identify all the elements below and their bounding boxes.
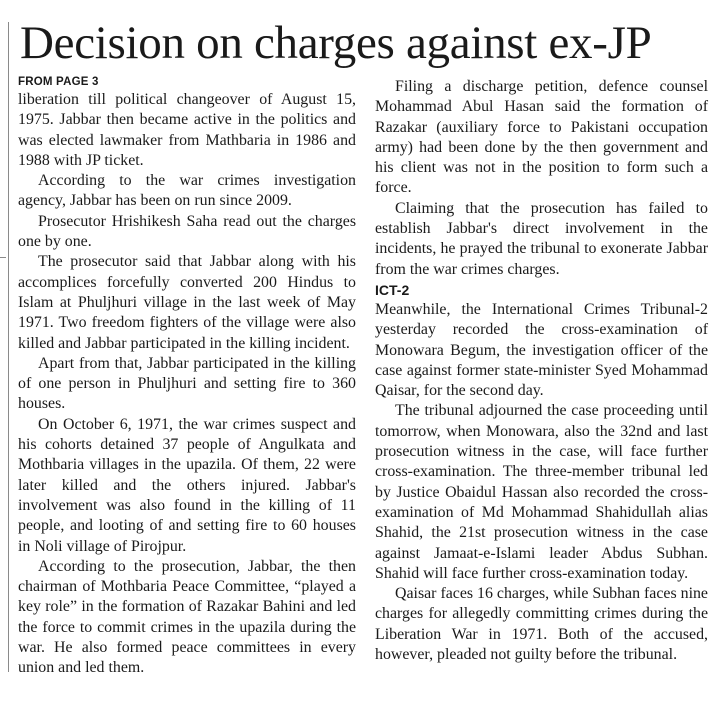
left-rule-tick	[0, 257, 6, 258]
section-subhead: ICT-2	[375, 281, 410, 298]
paragraph: Prosecutor Hrishikesh Saha read out the charges one by one.	[18, 212, 356, 251]
paragraph: According to the war crimes investigation agency, Jabbar has been on run since 2009.	[18, 172, 356, 210]
paragraph: Claiming that the prosecution has failed to establish Jabbar's direct involvement in the incidents, he prayed the tribunal to exonerate Jabbar from the war crimes charges.	[375, 199, 708, 278]
paragraph: liberation till political changeover of August 15, 1975. Jabbar then became active in the politics and was elected lawmaker from Mathbaria in 1986 and 1988 with JP ticket.	[18, 91, 356, 169]
left-column	[18, 75, 356, 679]
left-column-rule	[8, 22, 9, 672]
paragraph: On October 6, 1971, the war crimes suspect and his cohorts detained 37 people of Angulkata and Mothbaria villages in the upazila. Of them, 22 were later killed and the others injured. Jabbar's involvement was also found in the killing of 11 people, and looting of and setting fire to 60 houses in Noli village of Pirojpur.	[18, 415, 356, 555]
paragraph: According to the prosecution, Jabbar, the then chairman of Mothbaria Peace Committee, “played a key role” in the formation of Razakar Bahini and led the force to commit crimes in the upazila during the war. He also formed peace committees in every union and led them.	[18, 557, 356, 677]
paragraph: The prosecutor said that Jabbar along with his accomplices forcefully converted 200 Hindus to Islam at Phuljhuri village in the last week of May 1971. Two freedom fighters of the village were also killed and Jabbar participated in the killing incident.	[18, 253, 356, 352]
paragraph: Apart from that, Jabbar participated in the killing of one person in Phuljhuri and setting fire to 360 houses.	[18, 354, 356, 413]
continuation-label: FROM PAGE 3	[18, 76, 99, 88]
paragraph: Filing a discharge petition, defence counsel Mohammad Abul Hasan said the formation of Razakar (auxiliary force to Pakistani occupation army) had been done by the then government and his client was not in the position to form such a force.	[375, 78, 708, 197]
paragraph: Meanwhile, the International Crimes Tribunal-2 yesterday recorded the cross-examination of Monowara Begum, the investigation officer of the case against former state-minister Syed Mohammad Qaisar, for the second day.	[375, 300, 708, 400]
right-column	[375, 77, 708, 665]
paragraph: The tribunal adjourned the case proceeding until tomorrow, when Monowara, also the 32nd and last prosecution witness in the case, will face further cross-examination. The three-member tribunal led by Justice Obaidul Hassan also recorded the cross-examination of Md Mohammad Shahidullah alias Shahid, the 21st prosecution witness in the case against Jamaat-e-Islami leader Abdus Subhan. Shahid will face further cross-examination today.	[375, 402, 708, 582]
paragraph: Qaisar faces 16 charges, while Subhan faces nine charges for allegedly committing crimes during the Liberation War in 1971. Both of the accused, however, pleaded not guilty before the tribunal.	[375, 585, 708, 664]
headline: Decision on charges against ex-JP	[20, 17, 652, 69]
